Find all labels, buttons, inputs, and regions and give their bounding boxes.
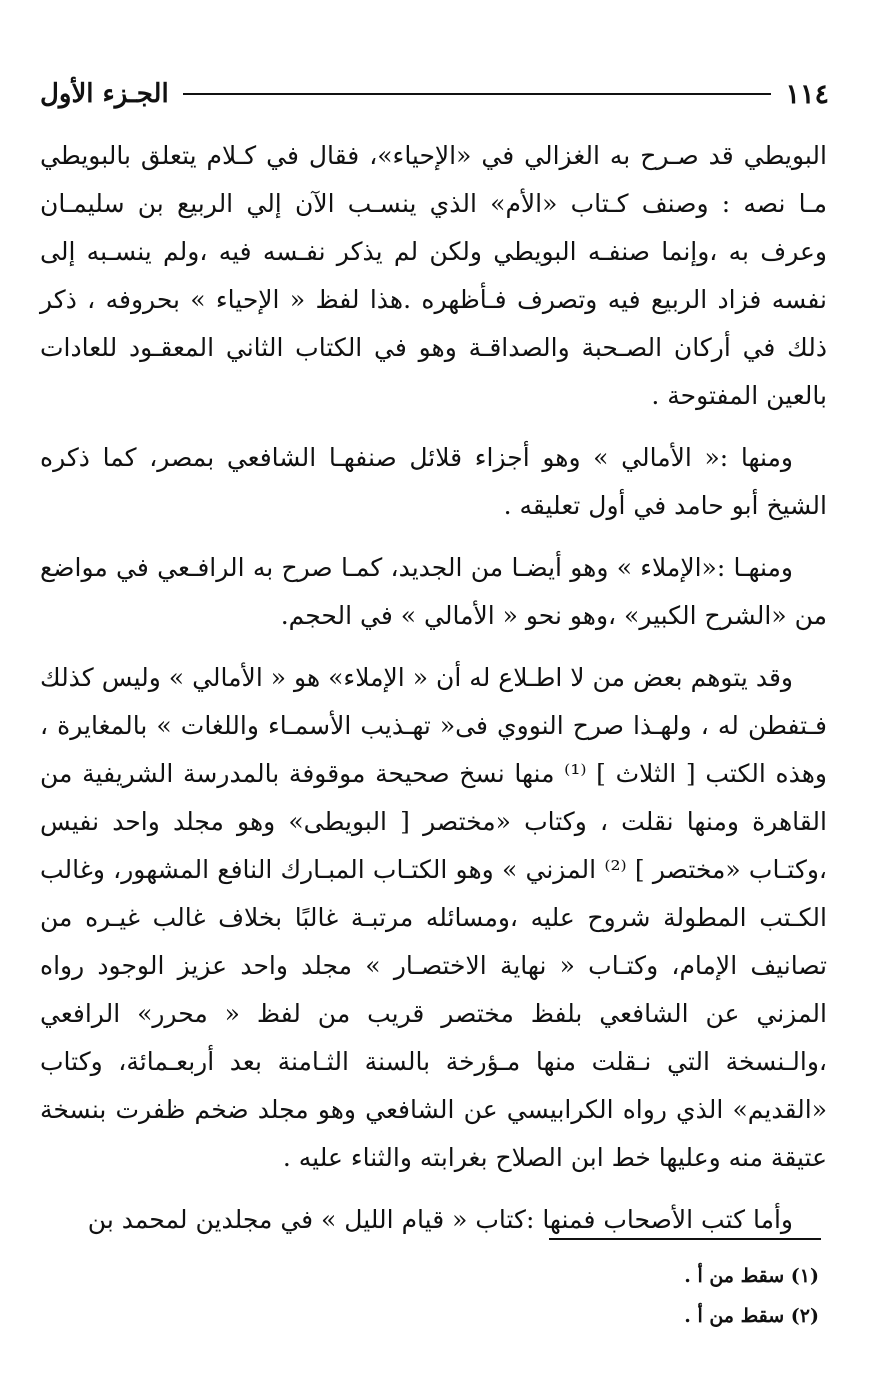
body-text	[40, 132, 827, 1244]
paragraph: ومنها :« الأمالي » وهو أجزاء قلائل صنفهـا الشافعي بمصر، كما ذكره الشيخ أبو حامد في أول تعليقه .	[40, 443, 827, 520]
paragraph: وقد يتوهم بعض من لا اطـلاع له أن « الإملاء» هو « الأمالي » وليس كذلك فـتفطن له ، ولهـذا صرح النووي فى« تهـذيب الأسمـاء واللغات » بالمغايرة ، وهذه الكتب [ الثلاث ] ⁽¹⁾ منها نسخ صحيحة موقوفة بالمدرسة الشريفية من القاهرة ومنها نقلت ، وكتاب «مختصر [ البويطى» وهو مجلد واحد نفيس ،وكتـاب «مختصر ] ⁽²⁾ المزني » وهو الكتـاب المبـارك النافع المشهور، وغالب الكـتب المطولة شروح عليه ،ومسائله مرتبـة غالبًا بخلاف غالب غيـره من تصانيف الإمام، وكتـاب « نهاية الاختصـار » مجلد واحد عزيز الوجود رواه المزني عن الشافعي بلفظ مختصر قريب من لفظ « محرر» الرافعي ،والـنسخة التي نـقلت منها مـؤرخة بالسنة الثـامنة بعد أربعـمائة، وكتاب «القديم» الذي رواه الكرابيسي عن الشافعي وهو مجلد ضخم ظفرت بنسخة عتيقة منه وعليها خط ابن الصلاح بغرابته والثناء عليه .	[40, 663, 828, 1172]
footnote-rule	[549, 1238, 821, 1240]
header-rule	[183, 93, 772, 95]
paragraph-spacer	[40, 530, 827, 544]
page-number: ١١٤	[785, 78, 829, 110]
footnote: (٢) سقط من أ .	[684, 1305, 819, 1327]
footnotes	[684, 1256, 819, 1336]
paragraph-spacer	[40, 1182, 827, 1196]
paragraph: وأما كتب الأصحاب فمنها :كتاب « قيام الليل » في مجلدين لمحمد بن	[87, 1205, 793, 1234]
running-title: الجـزء الأول	[40, 79, 169, 109]
footnote: (١) سقط من أ .	[684, 1265, 819, 1287]
paragraph: ومنهـا :«الإملاء » وهو أيضـا من الجديد، كمـا صرح به الرافـعي في مواضع من «الشرح الكبير» ،وهو نحو « الأمالي » في الحجم.	[40, 553, 827, 630]
paragraph: البويطي قد صـرح به الغزالي في «الإحياء»، فقال في كـلام يتعلق بالبويطي مـا نصه : وصنف كـتاب «الأم» الذي ينسـب الآن إلي الربيع بن سليمـان وعرف به ،وإنما صنفـه البويطي ولكن لم يذكر نفـسه فيه ،ولم ينسـبه إلى نفسه فزاد الربيع فيه وتصرف فـأظهره .هذا لفظ « الإحياء » بحروفه ، ذكر ذلك في أركان الصـحبة والصداقـة وهو في الكتاب الثاني المعقـود للعادات بالعين المفتوحة .	[40, 141, 827, 410]
page-header	[40, 74, 829, 114]
paragraph-spacer	[40, 640, 827, 654]
paragraph-spacer	[40, 420, 827, 434]
